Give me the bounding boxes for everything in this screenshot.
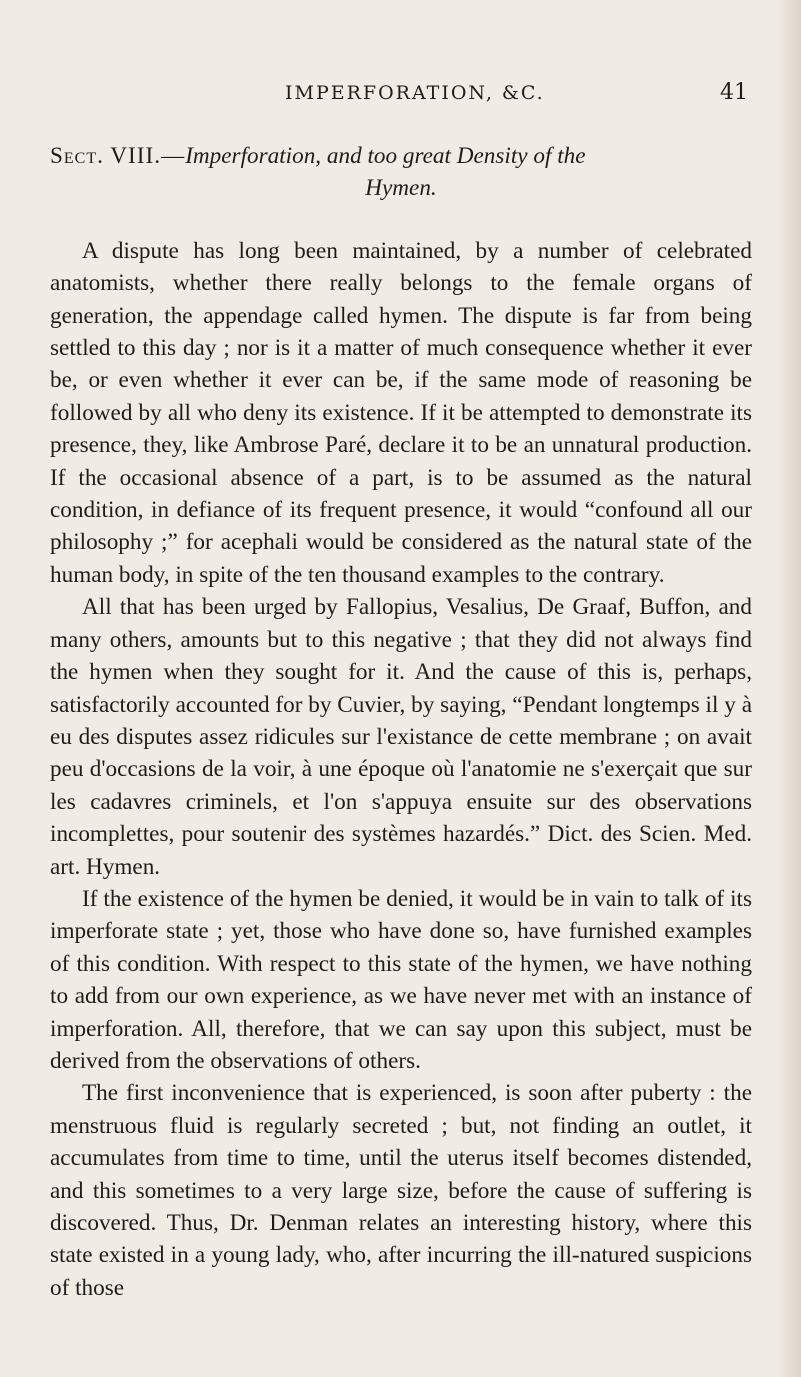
section-heading xyxy=(50,140,752,205)
page-number: 41 xyxy=(720,80,748,105)
paragraph: The first inconvenience that is experienced, is soon after puberty : the menstruous fluid is regularly secreted ; but, not finding an outlet, it accumulates from time to time, until the uterus itself becomes distended, and this sometimes to a very large size, before the cause of suffering is discovered. Thus, Dr. Denman relates an interesting history, where this state existed in a young lady, who, after incurring the ill-natured suspicions of those xyxy=(50,1080,752,1301)
paragraph: All that has been urged by Fallopius, Vesalius, De Graaf, Buffon, and many others, amounts but to this negative ; that they did not always find the hymen when they sought for it. And the cause of this is, perhaps, satisfactorily accounted for by Cuvier, by saying, “Pendant longtemps il y à eu des disputes assez ridicules sur l'existance de cette membrane ; on avait peu d'occasions de la voir, à une époque où l'anatomie ne s'exerçait que sur les cadavres criminels, et l'on s'appuya ensuite sur des observations incomplettes, pour soutenir des systèmes hazardés.” Dict. des Scien. Med. art. Hymen. xyxy=(50,594,752,880)
page-edge-shadow xyxy=(775,0,801,1377)
section-title: Imperforation, and too great Density of the xyxy=(185,143,586,169)
running-head xyxy=(0,82,801,116)
paragraph: A dispute has long been maintained, by a number of celebrated anatomists, whether there really belongs to the female organs of generation, the appendage called hymen. The dispute is far from being settled to this day ; nor is it a matter of much consequence whether it ever be, or even whether it ever can be, if the same mode of reasoning be followed by all who deny its existence. If it be attempted to demonstrate its presence, they, like Ambrose Paré, declare it to be an unnatural production. If the occasional absence of a part, is to be assumed as the natural condition, in defiance of its frequent presence, it would “confound all our philosophy ;” for acephali would be considered as the natural state of the human body, in spite of the ten thousand examples to the contrary. xyxy=(50,237,752,588)
paragraph: If the existence of the hymen be denied, it would be in vain to talk of its imperforate state ; yet, those who have done so, have furnished examples of this condition. With respect to this state of the hymen, we have nothing to add from our own experience, as we have never met with an instance of imperforation. All, therefore, that we can say upon this subject, must be derived from the observations of others. xyxy=(50,885,752,1074)
section-label: Sect. VIII.— xyxy=(50,143,186,169)
running-title: IMPERFORATION, &C. xyxy=(285,82,545,104)
page-body xyxy=(50,140,752,1304)
section-title-continued: Hymen. xyxy=(365,175,437,202)
